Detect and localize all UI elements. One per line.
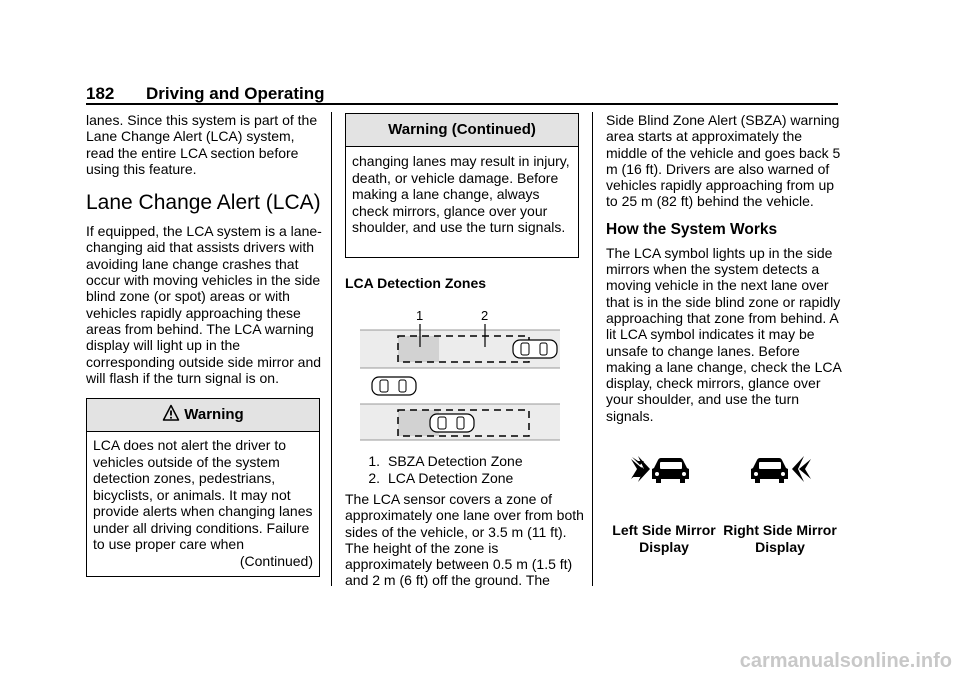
warning-body: [87, 432, 319, 569]
lca-zones-diagram: [345, 305, 565, 445]
figure-captions: [360, 453, 523, 486]
warning-continued-header: Warning (Continued): [346, 114, 578, 147]
warning-continued: (Continued): [239, 552, 313, 569]
car-right-lane: [430, 414, 474, 432]
callout-1: 1: [416, 308, 424, 323]
right-mirror-label: Right Side Mirror Display: [723, 522, 837, 555]
lca-paragraph: If equipped, the LCA system is a lane-changing aid that assists drivers with avoiding lane change crashes that occur with moving vehicles in the side blind zone (or spot) areas or with vehicles rapidly approaching these areas from behind. The LCA warning display will light up in the corresponding outside side mirror and will flash if the turn signal is on.: [86, 223, 322, 386]
left-mirror-label: Left Side Mirror Display: [612, 522, 716, 555]
sensor-paragraph: The LCA sensor covers a zone of approximately one lane over from both sides of the vehicle, or 3.5 m (11 ft). The height of the zone is approximately between 0.5 m (1.5 ft) and 2 m (6 ft) off the ground. The: [345, 491, 584, 589]
car-left-lane: [513, 340, 557, 358]
caption-item: 2. LCA Detection Zone: [368, 469, 514, 486]
warning-text: LCA does not alert the driver to vehicles outside of the system detection zones, pedestrians, bicyclists, or animals. It may not provide alerts when changing lanes under all driving conditions. Failure to use proper care when: [93, 437, 313, 552]
page-header: [86, 84, 838, 104]
warning-box: [86, 398, 320, 577]
column-divider-1: [331, 112, 332, 586]
watermark: carmanualsonline.info: [739, 650, 952, 672]
column-3: [606, 112, 842, 424]
warning-continued-box: [345, 113, 579, 258]
figure-title: LCA Detection Zones: [345, 275, 487, 291]
sbza-zone-left: [398, 336, 439, 362]
car-center-lane: [372, 377, 416, 395]
warning-header: [87, 399, 319, 432]
warning-continued-text: changing lanes may result in injury, death, or vehicle damage. Before making a lane change, always check mirrors, glance over your shoulder, and use the turn signals.: [352, 153, 570, 235]
section-title: Driving and Operating: [146, 84, 325, 103]
how-system-works-heading: How the System Works: [606, 220, 778, 238]
sbza-paragraph: Side Blind Zone Alert (SBZA) warning area starts at approximately the middle of the vehicle and goes back 5 m (16 ft). Drivers are also warned of vehicles rapidly approaching from up to 25 m (82 ft) behind the vehicle.: [606, 112, 841, 210]
warning-title: Warning: [184, 406, 244, 423]
column-divider-2: [592, 112, 593, 586]
intro-paragraph: lanes. Since this system is part of the Lane Change Alert (LCA) system, read the entire LCA section before using this feature.: [86, 112, 318, 177]
callout-2: 2: [481, 308, 489, 323]
right-mirror-lca-icon: [750, 455, 812, 487]
how-system-works-paragraph: The LCA symbol lights up in the side mirrors when the system detects a moving vehicle in the next lane over that is in the side blind zone or rapidly approaching that zone from behind. A lit LCA symbol indicates it may be unsafe to change lanes. Before making a lane change, check the LCA display, check mirrors, glance over your shoulder, and use the turn signals.: [606, 244, 842, 424]
left-mirror-lca-icon: [630, 455, 692, 487]
caption-item: 1. SBZA Detection Zone: [368, 453, 523, 469]
column-1: [86, 112, 324, 386]
warning-icon: [162, 404, 180, 422]
lca-heading: Lane Change Alert (LCA): [86, 191, 321, 215]
header-rule: [86, 103, 838, 105]
page-number: 182: [86, 84, 115, 103]
